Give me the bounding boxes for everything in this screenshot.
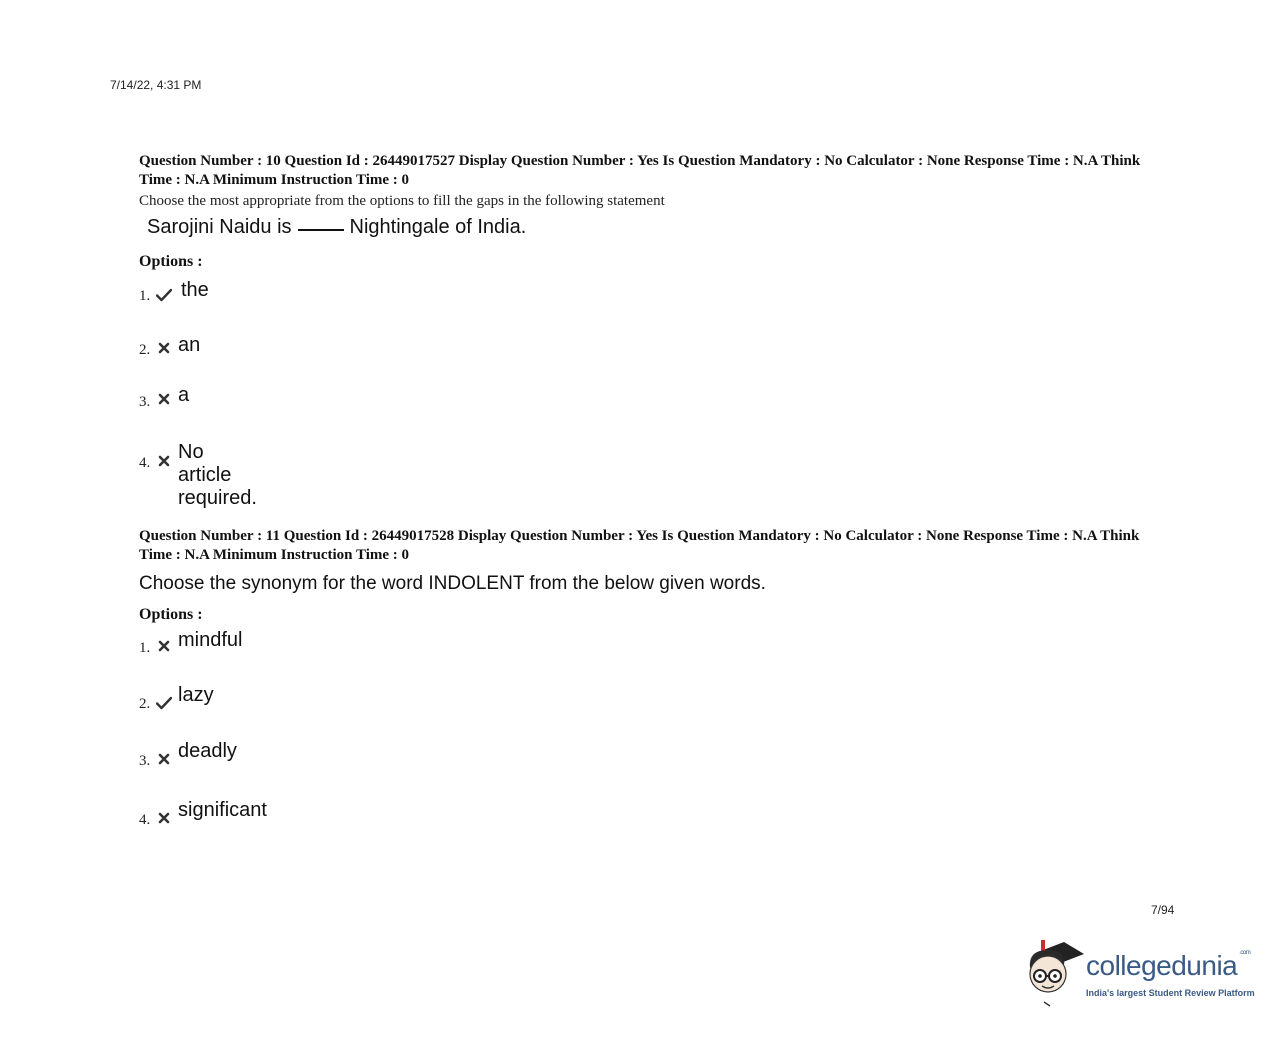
option-text: significant [178,799,267,821]
option-number: 4. [139,455,151,471]
option-text: No article required. [178,441,257,509]
option-number: 3. [139,394,151,410]
option-number: 4. [139,812,151,828]
option-text: lazy [178,684,214,706]
collegedunia-wordmark [1086,950,1250,982]
collegedunia-mascot-icon [1024,938,1086,1010]
option-text: deadly [178,740,237,762]
option-number: 3. [139,753,151,769]
question-10-options-label: Options : [139,253,203,270]
wordmark-superscript: .com [1239,950,1251,956]
stem-after-blank: Nightingale of India. [349,216,527,238]
page-number: 7/94 [1151,903,1175,917]
stem-before-blank: Sarojini Naidu is [147,216,292,238]
question-10-header: Question Number : 10 Question Id : 26449017527 Display Question Number : Yes Is Question Mandatory : No Calculator : None Response Time : N.A Think Time : N.A Minimum Instruction Time : 0 [139,153,1141,188]
question-11-stem: Choose the synonym for the word INDOLENT from the below given words. [139,573,766,594]
question-10-stem [147,216,526,239]
option-text: mindful [178,629,243,651]
cross-icon [156,751,172,767]
cross-icon [156,638,172,654]
fill-blank [298,229,344,231]
cross-icon [156,453,172,469]
cross-icon [156,391,172,407]
option-text: the [181,279,209,301]
wordmark-text: collegedunia [1086,950,1238,981]
question-11-header: Question Number : 11 Question Id : 26449017528 Display Question Number : Yes Is Question Mandatory : No Calculator : None Response Time : N.A Think Time : N.A Minimum Instruction Time : 0 [139,528,1140,563]
option-number: 1. [139,288,151,304]
question-11-options-label: Options : [139,606,203,623]
option-number: 2. [139,696,151,712]
cross-icon [156,810,172,826]
cross-icon [156,340,172,356]
print-timestamp: 7/14/22, 4:31 PM [110,78,202,92]
option-number: 1. [139,640,151,656]
question-10-instruction: Choose the most appropriate from the options to fill the gaps in the following statement [139,193,665,209]
option-text: an [178,334,201,356]
check-icon [156,695,172,711]
collegedunia-tagline: India's largest Student Review Platform [1086,988,1255,998]
check-icon [156,287,172,303]
option-number: 2. [139,342,151,358]
option-text: a [178,384,190,406]
